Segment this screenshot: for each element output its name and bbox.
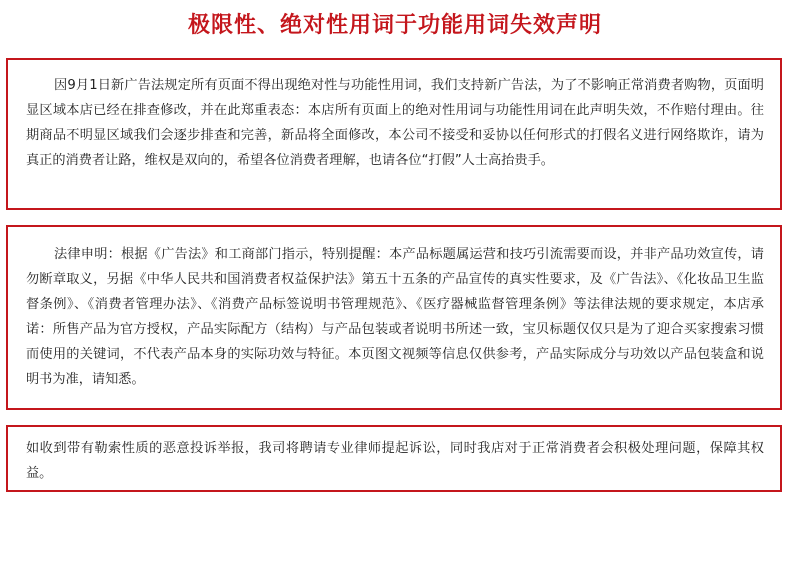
statement-box-advertising-law bbox=[6, 58, 782, 210]
statement-paragraph-advertising-law: 因9月1日新广告法规定所有页面不得出现绝对性与功能性用词，我们支持新广告法，为了不影响正常消费者购物，页面明显区域本店已经在排查修改，并在此郑重表态：本店所有页面上的绝对性用词与功能性用词在此声明失效，不作赔付理由。往期商品不明显区域我们会逐步排查和完善，新品将全面修改，本公司不接受和妥协以任何形式的打假名义进行网络欺诈，请为真正的消费者让路，维权是双向的，希望各位消费者理解，也请各位“打假”人士高抬贵手。 bbox=[26, 78, 764, 168]
page-title: 极限性、绝对性用词于功能用词失效声明 bbox=[187, 13, 602, 38]
statement-paragraph-complaint-warning: 如收到带有勒索性质的恶意投诉举报，我司将聘请专业律师提起诉讼，同时我店对于正常消费者会积极处理问题，保障其权益。 bbox=[26, 441, 764, 481]
statement-box-legal-notice bbox=[6, 225, 782, 410]
statement-paragraph-legal-notice: 法律申明：根据《广告法》和工商部门指示，特别提醒：本产品标题属运营和技巧引流需要而设，并非产品功效宣传，请勿断章取义，另据《中华人民共和国消费者权益保护法》第五十五条的产品宣传的真实性要求，及《广告法》、《化妆品卫生监督条例》、《消费者管理办法》、《消费产品标签说明书管理规范》、《医疗器械监督管理条例》等法律法规的要求规定，本店承诺：所售产品为官方授权，产品实际配方（结构）与产品包装或者说明书所述一致，宝贝标题仅仅只是为了迎合买家搜索习惯而使用的关键词，不代表产品本身的实际功效与特征。本页图文视频等信息仅供参考，产品实际成分与功效以产品包装盒和说明书为准，请知悉。 bbox=[26, 247, 764, 387]
statement-box-complaint-warning bbox=[6, 425, 782, 492]
